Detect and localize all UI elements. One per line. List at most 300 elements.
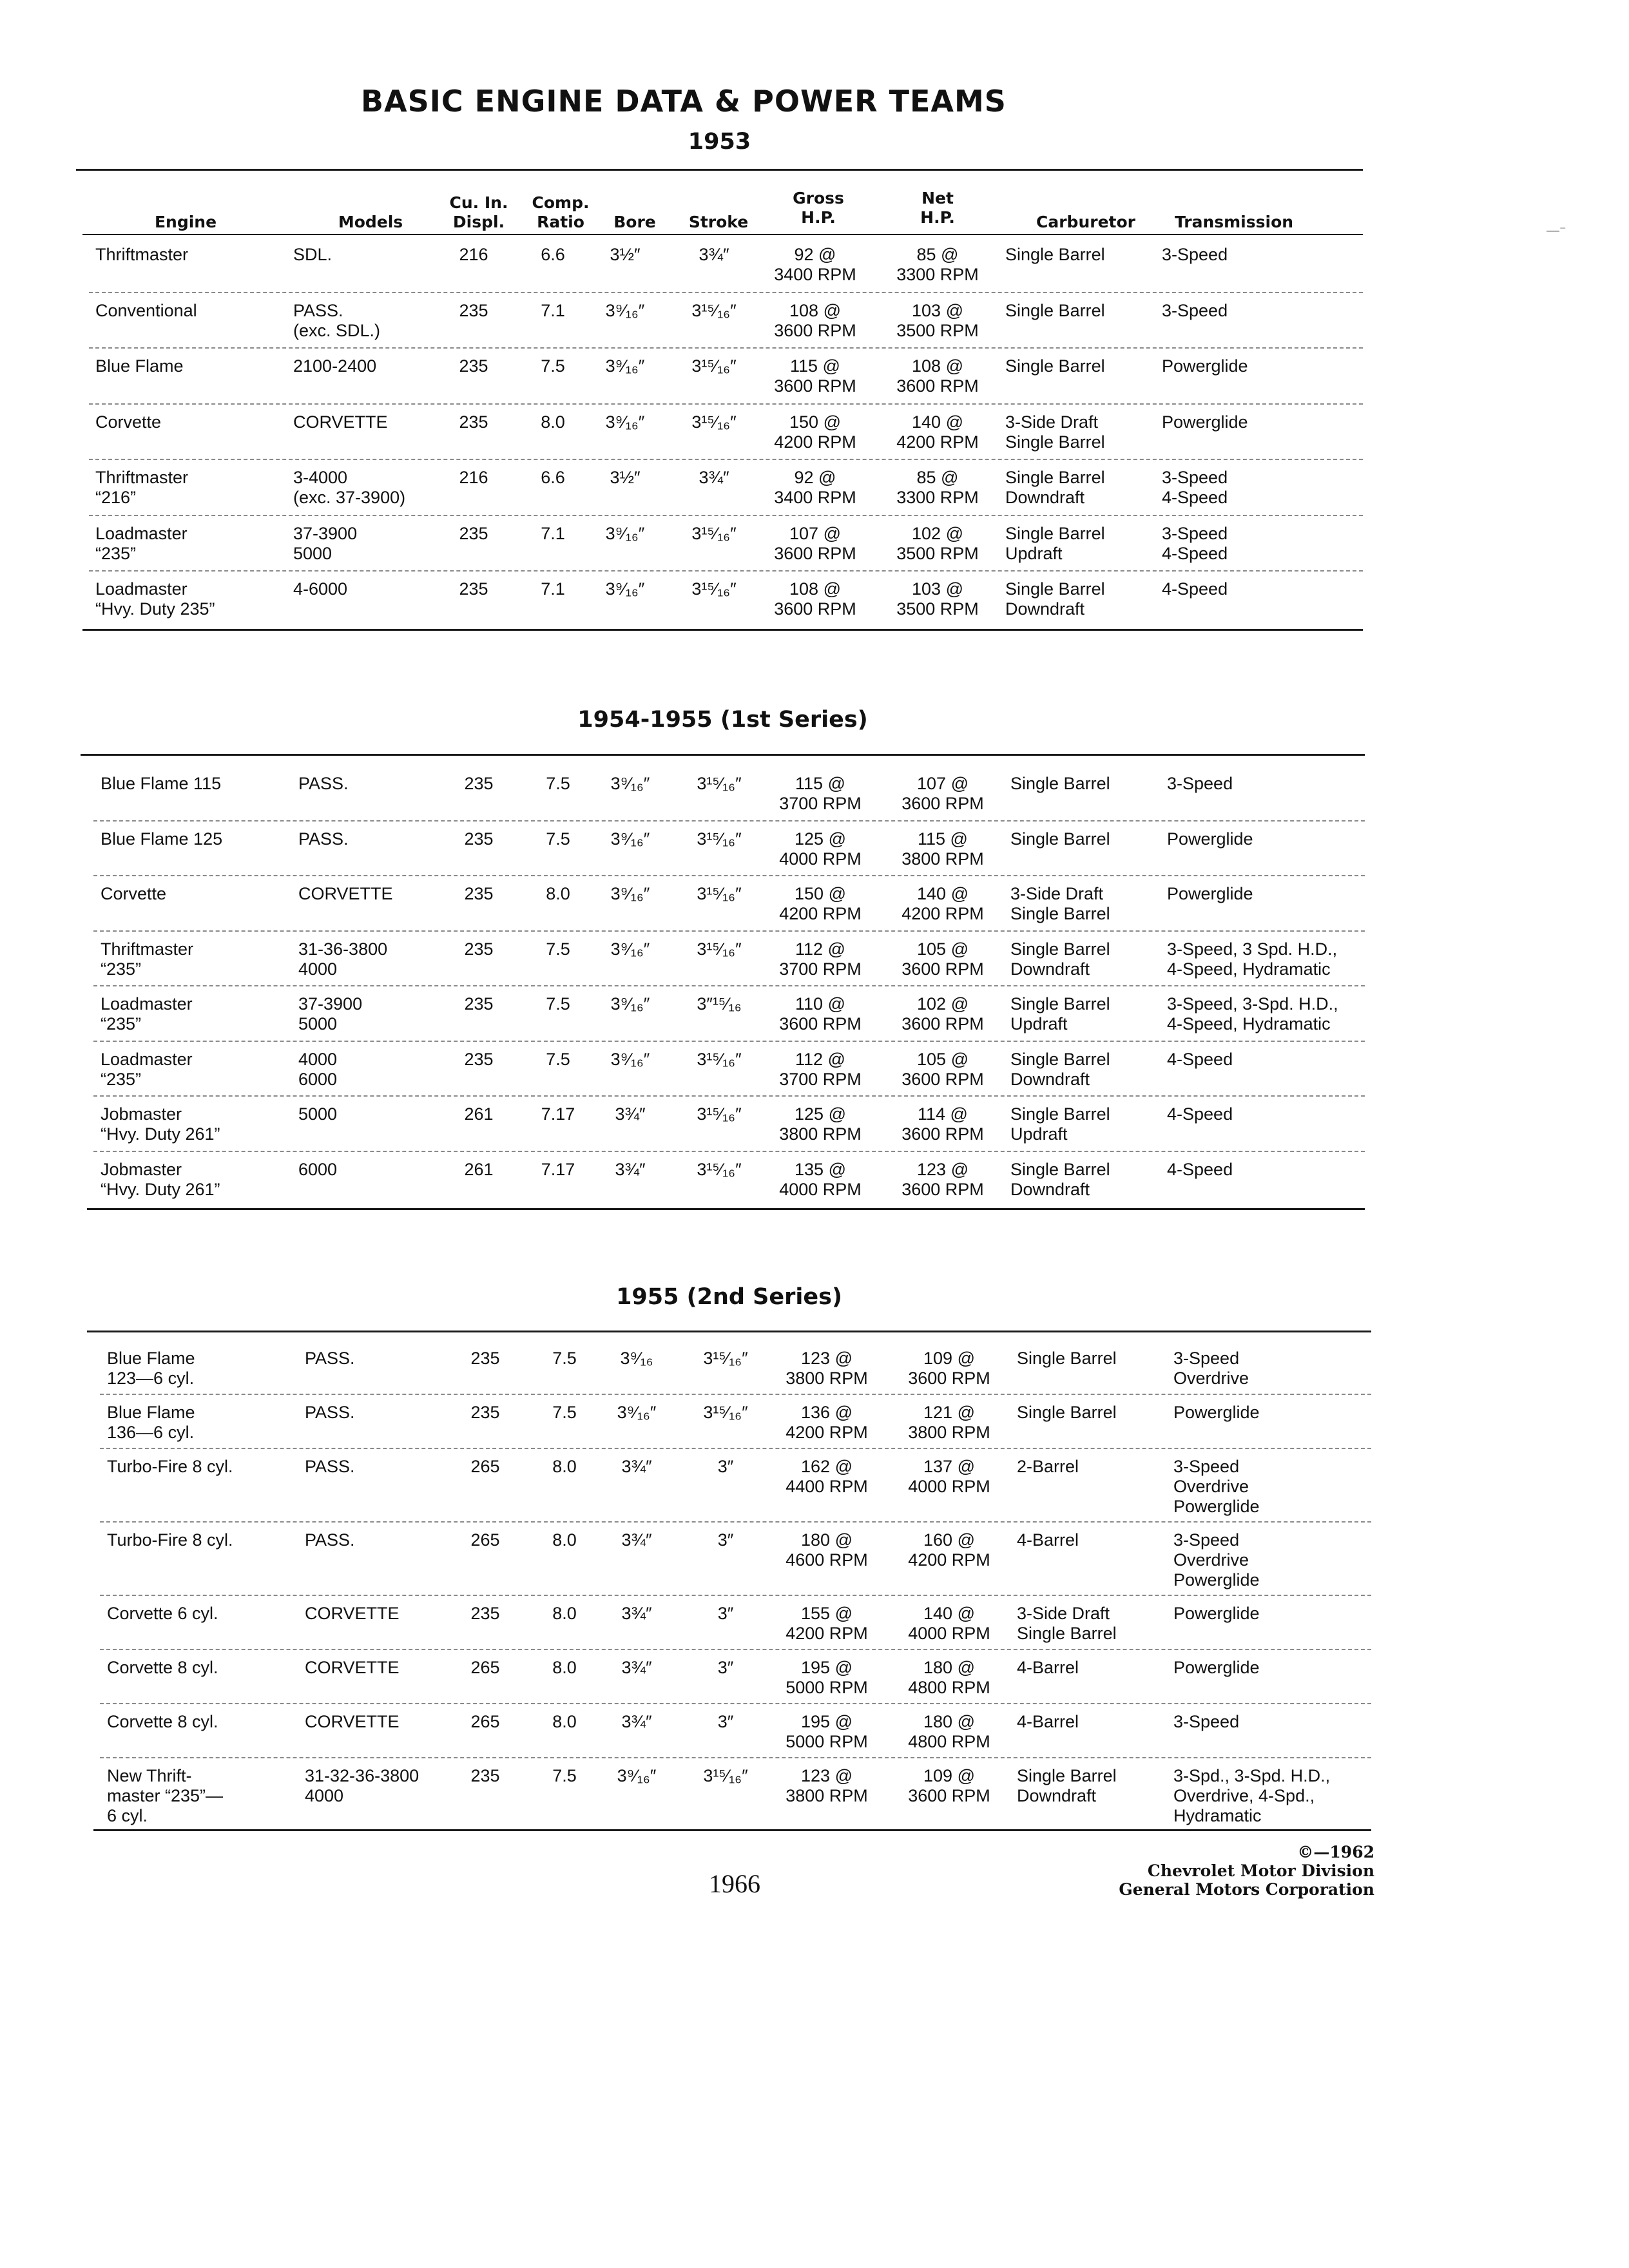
cell-line: Jobmaster <box>101 1159 182 1179</box>
cell-line: Loadmaster <box>101 994 193 1014</box>
cell-line: 4-Speed, Hydramatic <box>1167 1014 1331 1033</box>
cell-line: 4200 RPM <box>896 432 979 452</box>
cell-trans <box>1162 524 1228 564</box>
cell-line: 123 @ <box>801 1349 853 1368</box>
cell-bore: 3⁹⁄₁₆″ <box>605 579 645 599</box>
cell-line: 3500 RPM <box>896 320 979 340</box>
cell-engine <box>101 884 166 904</box>
cell-bore: 3⁹⁄₁₆″ <box>605 356 645 376</box>
cell-models <box>298 939 387 979</box>
cell-bore: 3⁹⁄₁₆″ <box>610 884 650 903</box>
row-divider <box>93 985 1365 986</box>
cell-line: 3600 RPM <box>901 1014 984 1033</box>
cell-line: 103 @ <box>912 300 963 320</box>
cell-carb <box>1010 884 1110 924</box>
cell-line: Powerglide <box>1162 412 1248 432</box>
cell-bore: 3¾″ <box>615 1159 646 1179</box>
cell-line: Single Barrel <box>1017 1766 1117 1785</box>
cell-line: Conventional <box>95 300 197 320</box>
cell-bore: 3⁹⁄₁₆″ <box>610 994 650 1014</box>
cell-bore: 3⁹⁄₁₆″ <box>610 774 650 793</box>
cell-ratio: 8.0 <box>552 1457 577 1476</box>
cell-engine <box>101 829 222 849</box>
cell-models <box>305 1457 355 1477</box>
cell-line: Loadmaster <box>95 523 188 543</box>
cell-models <box>305 1349 355 1369</box>
cell-line: 4000 RPM <box>908 1624 990 1643</box>
cell-line: 3-Speed, 3-Spd. H.D., <box>1167 994 1338 1014</box>
row-divider <box>93 1095 1365 1097</box>
cell-displ: 265 <box>470 1658 500 1677</box>
cell-line: 3-Speed <box>1173 1457 1240 1476</box>
cell-line: 180 @ <box>801 1530 853 1550</box>
cell-displ: 216 <box>459 468 488 487</box>
cell-stroke: 3¾″ <box>699 245 729 264</box>
cell-models <box>305 1403 355 1423</box>
cell-line: Overdrive <box>1173 1369 1249 1388</box>
cell-carb <box>1005 579 1105 619</box>
cell-line: 5000 <box>298 1104 338 1124</box>
cell-trans <box>1173 1766 1330 1826</box>
cell-ratio: 7.1 <box>541 523 565 543</box>
cell-line: 102 @ <box>917 994 969 1014</box>
cell-ratio: 6.6 <box>541 468 565 487</box>
cell-line: 3600 RPM <box>896 376 979 396</box>
cell-trans <box>1167 1104 1233 1124</box>
cell-trans <box>1162 245 1228 265</box>
cell-stroke: 3¹⁵⁄₁₆″ <box>697 939 742 959</box>
cell-models <box>293 468 405 508</box>
cell-line: 4000 RPM <box>779 849 862 869</box>
cell-line: 155 @ <box>801 1604 853 1623</box>
cell-models <box>305 1530 355 1550</box>
cell-line: Powerglide <box>1173 1403 1260 1422</box>
cell-line: 115 @ <box>918 829 968 849</box>
column-header-line: Net <box>921 189 954 207</box>
cell-carb <box>1010 1104 1110 1144</box>
cell-line: (exc. SDL.) <box>293 320 381 340</box>
row-divider <box>100 1394 1371 1395</box>
cell-bore: 3¾″ <box>621 1712 652 1731</box>
cell-stroke: 3¹⁵⁄₁₆″ <box>697 1049 742 1069</box>
cell-ratio: 7.5 <box>546 829 570 849</box>
row-divider <box>93 820 1365 822</box>
cell-line: Corvette 8 cyl. <box>107 1712 218 1731</box>
row-divider <box>89 347 1363 349</box>
cell-line: Single Barrel <box>1005 468 1105 487</box>
cell-trans <box>1167 884 1253 904</box>
cell-displ: 265 <box>470 1712 500 1731</box>
cell-line: 3600 RPM <box>901 1069 984 1089</box>
cell-line: 3600 RPM <box>774 599 856 619</box>
column-header-line: H.P. <box>920 208 955 227</box>
cell-net <box>859 1403 1039 1443</box>
cell-line: 4-Speed <box>1167 1159 1233 1179</box>
cell-models <box>298 994 362 1034</box>
cell-line: “235” <box>101 959 142 979</box>
column-header-models <box>332 213 409 232</box>
cell-line: Blue Flame 125 <box>101 829 223 849</box>
cell-line: 4400 RPM <box>786 1477 868 1496</box>
cell-line: Single Barrel <box>1005 245 1105 264</box>
cell-line: Blue Flame <box>95 356 184 376</box>
cell-stroke: 3¹⁵⁄₁₆″ <box>691 412 737 432</box>
table-top-rule <box>76 169 1363 171</box>
column-header-bore <box>609 213 660 232</box>
cell-trans <box>1173 1403 1260 1423</box>
cell-line: 2100-2400 <box>293 356 377 376</box>
cell-line: 123 @ <box>801 1766 853 1785</box>
cell-ratio: 8.0 <box>552 1530 577 1550</box>
cell-bore: 3½″ <box>610 468 641 487</box>
section-title: 1953 <box>688 129 751 155</box>
cell-line: Corvette 6 cyl. <box>107 1604 218 1623</box>
cell-line: 4200 RPM <box>774 432 856 452</box>
cell-displ: 235 <box>464 884 494 903</box>
cell-line: 109 @ <box>923 1766 975 1785</box>
cell-carb <box>1005 412 1105 452</box>
cell-carb <box>1017 1658 1079 1678</box>
cell-line: 4-Speed <box>1167 1104 1233 1124</box>
cell-line: CORVETTE <box>305 1604 400 1623</box>
cell-bore: 3¾″ <box>615 1104 646 1124</box>
corporation-name: General Motors Corporation <box>1119 1880 1374 1899</box>
cell-line: 37-3900 <box>293 523 358 543</box>
cell-carb <box>1010 1050 1110 1090</box>
cell-carb <box>1017 1766 1117 1806</box>
row-divider <box>89 459 1363 460</box>
cell-line: PASS. <box>293 300 343 320</box>
division-name: Chevrolet Motor Division <box>1147 1861 1374 1880</box>
cell-net <box>859 1457 1039 1497</box>
cell-ratio: 8.0 <box>552 1712 577 1731</box>
cell-line: 3-Speed, 3 Spd. H.D., <box>1167 939 1338 959</box>
cell-line: Single Barrel <box>1005 300 1105 320</box>
cell-carb <box>1010 774 1110 794</box>
cell-line: 180 @ <box>923 1658 975 1677</box>
cell-line: 92 @ <box>794 245 836 264</box>
cell-engine <box>95 245 188 265</box>
cell-line: 4-Speed <box>1162 488 1228 507</box>
cell-line: 3-4000 <box>293 468 348 487</box>
cell-ratio: 7.17 <box>541 1104 575 1124</box>
cell-line: Blue Flame <box>107 1349 195 1368</box>
scan-mark: ―⁻ <box>1547 224 1566 238</box>
cell-trans <box>1167 994 1338 1034</box>
cell-line: “Hvy. Duty 261” <box>101 1124 220 1144</box>
cell-line: 108 @ <box>789 579 841 599</box>
table-top-rule <box>81 754 1365 756</box>
cell-ratio: 7.5 <box>552 1766 577 1785</box>
cell-models <box>298 829 349 849</box>
cell-engine <box>95 468 188 508</box>
row-divider <box>93 930 1365 932</box>
cell-line: 3-Spd., 3-Spd. H.D., <box>1173 1766 1331 1785</box>
cell-models <box>298 884 393 904</box>
cell-line: 140 @ <box>917 884 969 903</box>
cell-engine <box>95 579 215 619</box>
cell-line: Powerglide <box>1173 1497 1260 1516</box>
cell-line: CORVETTE <box>305 1712 400 1731</box>
cell-line: PASS. <box>305 1349 355 1368</box>
cell-line: 140 @ <box>912 412 963 432</box>
cell-line: Overdrive, 4-Spd., <box>1173 1786 1315 1805</box>
cell-engine <box>101 1104 220 1144</box>
cell-engine <box>107 1658 218 1678</box>
cell-carb <box>1005 245 1105 265</box>
cell-line: 140 @ <box>923 1604 975 1623</box>
cell-line: 195 @ <box>801 1712 853 1731</box>
cell-displ: 235 <box>459 523 488 543</box>
cell-line: 3600 RPM <box>901 794 984 813</box>
cell-line: 3800 RPM <box>908 1423 990 1442</box>
cell-line: Loadmaster <box>101 1049 193 1069</box>
cell-net <box>853 1050 1033 1090</box>
table-bottom-rule <box>82 629 1363 631</box>
cell-engine <box>107 1530 233 1550</box>
cell-bore: 3⁹⁄₁₆″ <box>617 1403 657 1422</box>
cell-line: Powerglide <box>1167 884 1253 903</box>
cell-line: “Hvy. Duty 235” <box>95 599 215 619</box>
cell-line: SDL. <box>293 245 333 264</box>
cell-carb <box>1017 1712 1079 1732</box>
cell-line: 3300 RPM <box>896 488 979 507</box>
cell-line: Downdraft <box>1005 599 1085 619</box>
cell-line: 150 @ <box>789 412 841 432</box>
cell-net <box>859 1766 1039 1806</box>
cell-bore: 3⁹⁄₁₆ <box>620 1349 653 1368</box>
cell-ratio: 8.0 <box>552 1604 577 1623</box>
cell-line: 3700 RPM <box>779 1069 862 1089</box>
cell-net <box>847 356 1028 396</box>
cell-line: “235” <box>95 543 137 563</box>
cell-models <box>293 245 332 265</box>
column-header-line: H.P. <box>801 208 836 227</box>
cell-line: CORVETTE <box>293 412 388 432</box>
cell-line: PASS. <box>305 1530 355 1550</box>
page-number: 1966 <box>709 1869 760 1898</box>
cell-line: 4000 <box>305 1786 344 1805</box>
cell-line: Corvette <box>101 884 167 903</box>
cell-line: 92 @ <box>794 468 836 487</box>
cell-line: Downdraft <box>1010 1179 1090 1199</box>
column-header-line: Ratio <box>537 213 584 231</box>
column-header-line: Cu. In. <box>449 193 508 212</box>
cell-line: 5000 <box>298 1014 338 1033</box>
cell-trans <box>1167 939 1337 979</box>
cell-trans <box>1167 774 1233 794</box>
cell-models <box>293 524 357 564</box>
cell-net <box>847 412 1028 452</box>
cell-displ: 235 <box>470 1766 500 1785</box>
cell-line: 125 @ <box>795 829 846 849</box>
cell-stroke: 3¹⁵⁄₁₆″ <box>697 829 742 849</box>
cell-net <box>859 1530 1039 1570</box>
cell-trans <box>1162 468 1228 508</box>
column-header-line: Stroke <box>688 213 749 231</box>
cell-line: 4200 RPM <box>786 1423 868 1442</box>
cell-ratio: 7.5 <box>546 1049 570 1069</box>
row-divider <box>89 403 1363 405</box>
cell-net <box>853 829 1033 869</box>
cell-line: 108 @ <box>912 356 963 376</box>
cell-line: 5000 RPM <box>786 1732 868 1751</box>
cell-net <box>847 524 1028 564</box>
cell-line: 4200 RPM <box>786 1624 868 1643</box>
cell-ratio: 7.5 <box>546 939 570 959</box>
cell-displ: 261 <box>464 1159 494 1179</box>
cell-line: 37-3900 <box>298 994 363 1014</box>
cell-displ: 261 <box>464 1104 494 1124</box>
cell-trans <box>1162 579 1228 599</box>
cell-stroke: 3¹⁵⁄₁₆″ <box>697 774 742 793</box>
cell-line: Single Barrel <box>1010 1159 1110 1179</box>
cell-line: Jobmaster <box>101 1104 182 1124</box>
cell-line: Single Barrel <box>1005 523 1105 543</box>
cell-line: 136—6 cyl. <box>107 1423 195 1442</box>
cell-line: 4000 <box>298 959 338 979</box>
cell-line: 121 @ <box>923 1403 975 1422</box>
cell-line: 6000 <box>298 1159 338 1179</box>
cell-trans <box>1173 1349 1249 1389</box>
cell-line: 109 @ <box>923 1349 975 1368</box>
cell-net <box>853 1160 1033 1200</box>
cell-line: 4-Speed, Hydramatic <box>1167 959 1331 979</box>
cell-line: Single Barrel <box>1005 579 1105 599</box>
cell-net <box>859 1604 1039 1644</box>
cell-stroke: 3¹⁵⁄₁₆″ <box>691 523 737 543</box>
cell-line: Single Barrel <box>1010 774 1110 793</box>
column-header-cu-in <box>443 193 514 232</box>
cell-line: 3-Side Draft <box>1005 412 1099 432</box>
cell-line: 4000 RPM <box>779 1179 862 1199</box>
cell-line: 110 @ <box>795 994 845 1014</box>
cell-line: 112 @ <box>795 939 845 959</box>
cell-trans <box>1167 1050 1233 1070</box>
cell-line: Single Barrel <box>1010 1104 1110 1124</box>
cell-ratio: 7.1 <box>541 300 565 320</box>
cell-trans <box>1167 1160 1233 1180</box>
cell-carb <box>1017 1349 1117 1369</box>
cell-line: Single Barrel <box>1005 356 1105 376</box>
cell-models <box>293 412 388 432</box>
cell-line: 4000 RPM <box>908 1477 990 1496</box>
cell-line: 3-Speed <box>1173 1712 1240 1731</box>
cell-line: “216” <box>95 488 137 507</box>
cell-net <box>847 301 1028 341</box>
cell-stroke: 3¹⁵⁄₁₆″ <box>691 300 737 320</box>
cell-bore: 3½″ <box>610 245 641 264</box>
cell-line: Powerglide <box>1173 1658 1260 1677</box>
cell-stroke: 3″ <box>717 1530 734 1550</box>
cell-stroke: 3¹⁵⁄₁₆″ <box>703 1766 748 1785</box>
column-header-carburetor <box>1031 213 1141 232</box>
cell-engine <box>101 1050 193 1090</box>
cell-engine <box>107 1766 223 1826</box>
cell-carb <box>1017 1457 1079 1477</box>
cell-line: Updraft <box>1010 1124 1068 1144</box>
cell-line: 115 @ <box>795 774 845 793</box>
cell-engine <box>107 1712 218 1732</box>
cell-line: 4800 RPM <box>908 1678 990 1697</box>
cell-models <box>305 1604 400 1624</box>
cell-ratio: 8.0 <box>552 1658 577 1677</box>
column-header-line: Bore <box>613 213 656 231</box>
cell-line: Powerglide <box>1167 829 1253 849</box>
cell-bore: 3⁹⁄₁₆″ <box>605 300 645 320</box>
cell-line: 123—6 cyl. <box>107 1369 195 1388</box>
cell-stroke: 3¹⁵⁄₁₆″ <box>697 884 742 903</box>
cell-engine <box>101 1160 220 1200</box>
cell-carb <box>1010 1160 1110 1200</box>
cell-ratio: 8.0 <box>541 412 565 432</box>
cell-line: 115 @ <box>790 356 840 376</box>
cell-ratio: 7.5 <box>552 1403 577 1422</box>
cell-stroke: 3¾″ <box>699 468 729 487</box>
column-header-engine <box>147 213 224 232</box>
cell-net <box>859 1658 1039 1698</box>
cell-line: 3800 RPM <box>786 1369 868 1388</box>
cell-line: 85 @ <box>916 245 959 264</box>
cell-models <box>293 301 380 341</box>
cell-carb <box>1010 939 1110 979</box>
column-header-comp <box>528 193 593 232</box>
cell-line: 3-Speed <box>1173 1530 1240 1550</box>
cell-line: Updraft <box>1010 1014 1068 1033</box>
cell-line: 4-Speed <box>1167 1049 1233 1069</box>
copyright-block <box>1119 1843 1374 1899</box>
cell-line: 4600 RPM <box>786 1550 868 1570</box>
cell-line: 135 @ <box>795 1159 846 1179</box>
cell-line: “235” <box>101 1069 142 1089</box>
cell-line: 3-Side Draft <box>1010 884 1104 903</box>
cell-line: 102 @ <box>912 523 963 543</box>
cell-line: Turbo-Fire 8 cyl. <box>107 1457 233 1476</box>
cell-line: 3400 RPM <box>774 265 856 284</box>
cell-displ: 235 <box>464 774 494 793</box>
column-header-line: Gross <box>793 189 844 207</box>
cell-carb <box>1017 1530 1079 1550</box>
cell-trans <box>1173 1457 1260 1517</box>
row-divider <box>89 515 1363 516</box>
cell-line: 4200 RPM <box>779 904 862 923</box>
cell-line: 3500 RPM <box>896 599 979 619</box>
cell-line: 3800 RPM <box>901 849 984 869</box>
cell-line: 105 @ <box>917 939 969 959</box>
cell-line: 125 @ <box>795 1104 846 1124</box>
cell-net <box>853 994 1033 1034</box>
cell-line: 3500 RPM <box>896 543 979 563</box>
row-divider <box>89 292 1363 293</box>
cell-line: 85 @ <box>916 468 959 487</box>
cell-ratio: 7.5 <box>541 356 565 376</box>
cell-displ: 235 <box>470 1349 500 1368</box>
cell-trans <box>1167 829 1253 849</box>
cell-bore: 3⁹⁄₁₆″ <box>617 1766 657 1785</box>
cell-engine <box>95 524 188 564</box>
cell-displ: 265 <box>470 1530 500 1550</box>
column-header-line: Carburetor <box>1036 213 1135 231</box>
cell-displ: 235 <box>459 356 488 376</box>
cell-line: Single Barrel <box>1017 1624 1117 1643</box>
column-header-line: Models <box>338 213 403 231</box>
cell-stroke: 3¹⁵⁄₁₆″ <box>703 1349 748 1368</box>
cell-line: Hydramatic <box>1173 1806 1262 1825</box>
cell-line: PASS. <box>305 1403 355 1422</box>
cell-line: Turbo-Fire 8 cyl. <box>107 1530 233 1550</box>
cell-line: Powerglide <box>1173 1570 1260 1590</box>
row-divider <box>100 1521 1371 1523</box>
